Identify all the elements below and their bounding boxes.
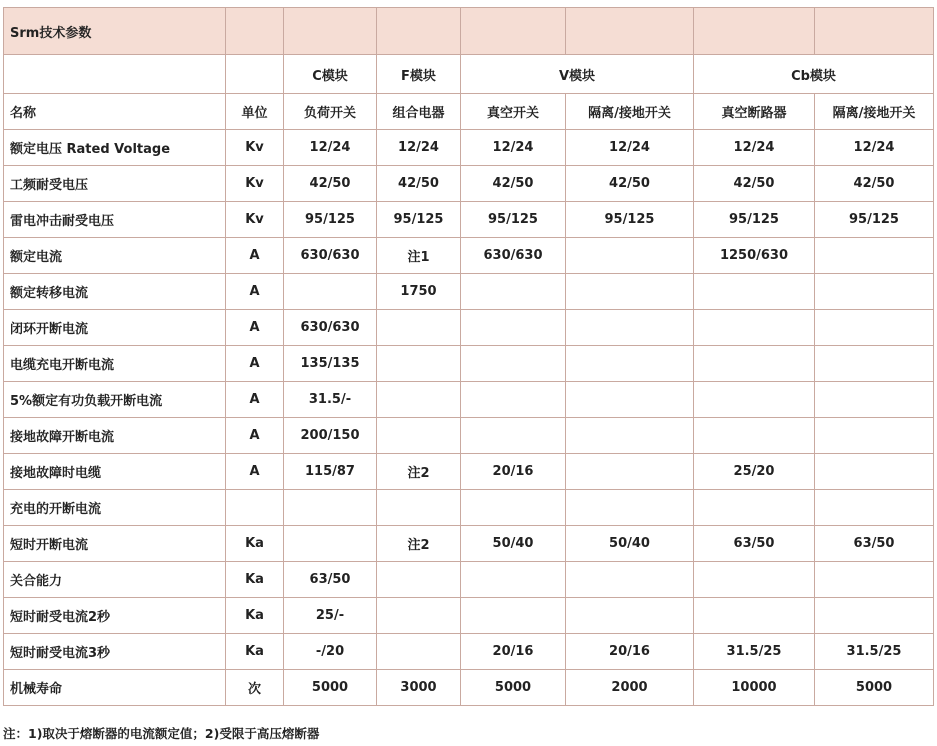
unit-cell: Ka <box>226 634 284 670</box>
value-cell: 42/50 <box>694 166 815 202</box>
unit-cell: Ka <box>226 562 284 598</box>
param-name-cell: 额定转移电流 <box>4 274 226 310</box>
value-cell <box>461 346 566 382</box>
value-cell: 63/50 <box>694 526 815 562</box>
param-name-cell: 接地故障开断电流 <box>4 418 226 454</box>
unit-cell: A <box>226 454 284 490</box>
header-unit: 单位 <box>226 94 284 130</box>
value-cell <box>461 310 566 346</box>
value-cell: 2000 <box>566 670 694 706</box>
spec-table-container <box>3 7 934 706</box>
value-cell: 95/125 <box>815 202 934 238</box>
value-cell <box>461 274 566 310</box>
value-cell: 42/50 <box>461 166 566 202</box>
unit-cell: A <box>226 310 284 346</box>
value-cell <box>566 382 694 418</box>
param-name-cell: 关合能力 <box>4 562 226 598</box>
table-row <box>4 166 934 202</box>
table-row <box>4 274 934 310</box>
table-row <box>4 562 934 598</box>
value-cell <box>815 346 934 382</box>
value-cell <box>694 346 815 382</box>
value-cell: 63/50 <box>815 526 934 562</box>
value-cell: 20/16 <box>461 454 566 490</box>
header-row <box>4 94 934 130</box>
unit-cell <box>226 490 284 526</box>
value-cell <box>694 382 815 418</box>
value-cell <box>815 490 934 526</box>
value-cell: 5000 <box>284 670 377 706</box>
param-name-cell: 接地故障时电缆 <box>4 454 226 490</box>
module-group-row <box>4 55 934 94</box>
value-cell <box>815 382 934 418</box>
value-cell: 12/24 <box>284 130 377 166</box>
value-cell <box>566 454 694 490</box>
param-name-cell: 工频耐受电压 <box>4 166 226 202</box>
value-cell: 630/630 <box>284 310 377 346</box>
unit-cell: A <box>226 274 284 310</box>
value-cell: 25/20 <box>694 454 815 490</box>
value-cell: 50/40 <box>461 526 566 562</box>
value-cell: 95/125 <box>694 202 815 238</box>
group-cb-module: Cb模块 <box>694 55 934 94</box>
value-cell <box>694 490 815 526</box>
value-cell: 3000 <box>377 670 461 706</box>
header-col: 隔离/接地开关 <box>815 94 934 130</box>
value-cell <box>377 346 461 382</box>
param-name-cell: 额定电流 <box>4 238 226 274</box>
value-cell <box>815 310 934 346</box>
title-row <box>4 8 934 55</box>
value-cell: 25/- <box>284 598 377 634</box>
param-name-cell: 短时耐受电流2秒 <box>4 598 226 634</box>
value-cell <box>566 598 694 634</box>
value-cell <box>377 418 461 454</box>
value-cell: 115/87 <box>284 454 377 490</box>
header-col: 真空断路器 <box>694 94 815 130</box>
value-cell <box>377 598 461 634</box>
value-cell: 95/125 <box>377 202 461 238</box>
value-cell: 630/630 <box>461 238 566 274</box>
value-cell: 1750 <box>377 274 461 310</box>
group-v-module: V模块 <box>461 55 694 94</box>
group-cell <box>226 55 284 94</box>
table-row <box>4 670 934 706</box>
value-cell <box>461 598 566 634</box>
value-cell <box>815 274 934 310</box>
value-cell: -/20 <box>284 634 377 670</box>
value-cell <box>377 634 461 670</box>
value-cell: 630/630 <box>284 238 377 274</box>
value-cell: 50/40 <box>566 526 694 562</box>
value-cell: 42/50 <box>815 166 934 202</box>
table-row <box>4 382 934 418</box>
value-cell <box>377 310 461 346</box>
group-cell <box>4 55 226 94</box>
header-col: 组合电器 <box>377 94 461 130</box>
unit-cell: Kv <box>226 130 284 166</box>
value-cell: 63/50 <box>284 562 377 598</box>
value-cell: 12/24 <box>377 130 461 166</box>
unit-cell: Ka <box>226 598 284 634</box>
value-cell <box>694 274 815 310</box>
value-cell: 95/125 <box>461 202 566 238</box>
value-cell <box>284 526 377 562</box>
value-cell: 注1 <box>377 238 461 274</box>
value-cell <box>815 562 934 598</box>
value-cell: 31.5/25 <box>815 634 934 670</box>
table-row <box>4 418 934 454</box>
table-row <box>4 202 934 238</box>
value-cell <box>377 382 461 418</box>
value-cell: 12/24 <box>694 130 815 166</box>
value-cell: 42/50 <box>377 166 461 202</box>
value-cell: 12/24 <box>461 130 566 166</box>
value-cell <box>284 274 377 310</box>
param-name-cell: 短时开断电流 <box>4 526 226 562</box>
footnote: 注：1)取决于熔断器的电流额定值；2)受限于高压熔断器 <box>3 726 320 741</box>
value-cell <box>815 454 934 490</box>
table-row <box>4 598 934 634</box>
value-cell: 20/16 <box>566 634 694 670</box>
value-cell: 5000 <box>461 670 566 706</box>
table-row <box>4 346 934 382</box>
value-cell <box>377 562 461 598</box>
param-name-cell: 雷电冲击耐受电压 <box>4 202 226 238</box>
value-cell <box>694 418 815 454</box>
value-cell: 95/125 <box>566 202 694 238</box>
header-col: 真空开关 <box>461 94 566 130</box>
table-row <box>4 454 934 490</box>
group-c-module: C模块 <box>284 55 377 94</box>
unit-cell: Kv <box>226 166 284 202</box>
value-cell <box>461 562 566 598</box>
value-cell <box>815 598 934 634</box>
title-cell <box>461 8 566 55</box>
header-name: 名称 <box>4 94 226 130</box>
value-cell <box>694 562 815 598</box>
table-row <box>4 634 934 670</box>
table-row <box>4 238 934 274</box>
value-cell <box>377 490 461 526</box>
value-cell: 20/16 <box>461 634 566 670</box>
value-cell <box>815 238 934 274</box>
value-cell <box>566 346 694 382</box>
title-cell <box>694 8 815 55</box>
title-cell <box>377 8 461 55</box>
header-col: 负荷开关 <box>284 94 377 130</box>
value-cell: 135/135 <box>284 346 377 382</box>
unit-cell: A <box>226 382 284 418</box>
value-cell <box>694 598 815 634</box>
unit-cell: Ka <box>226 526 284 562</box>
param-name-cell: 电缆充电开断电流 <box>4 346 226 382</box>
value-cell <box>566 490 694 526</box>
table-title: Srm技术参数 <box>4 8 226 55</box>
title-cell <box>566 8 694 55</box>
group-f-module: F模块 <box>377 55 461 94</box>
value-cell <box>566 418 694 454</box>
value-cell <box>566 562 694 598</box>
value-cell <box>461 418 566 454</box>
spec-table <box>3 7 934 706</box>
unit-cell: 次 <box>226 670 284 706</box>
value-cell: 12/24 <box>566 130 694 166</box>
value-cell <box>566 274 694 310</box>
table-row <box>4 130 934 166</box>
value-cell: 200/150 <box>284 418 377 454</box>
title-cell <box>284 8 377 55</box>
value-cell <box>694 310 815 346</box>
value-cell <box>284 490 377 526</box>
value-cell: 5000 <box>815 670 934 706</box>
header-col: 隔离/接地开关 <box>566 94 694 130</box>
value-cell: 注2 <box>377 454 461 490</box>
title-cell <box>815 8 934 55</box>
param-name-cell: 5%额定有功负载开断电流 <box>4 382 226 418</box>
table-row <box>4 490 934 526</box>
value-cell <box>815 418 934 454</box>
value-cell <box>566 310 694 346</box>
unit-cell: A <box>226 346 284 382</box>
unit-cell: A <box>226 418 284 454</box>
param-name-cell: 机械寿命 <box>4 670 226 706</box>
param-name-cell: 闭环开断电流 <box>4 310 226 346</box>
title-cell <box>226 8 284 55</box>
param-name-cell: 充电的开断电流 <box>4 490 226 526</box>
value-cell <box>461 490 566 526</box>
value-cell: 42/50 <box>284 166 377 202</box>
value-cell: 1250/630 <box>694 238 815 274</box>
value-cell: 12/24 <box>815 130 934 166</box>
value-cell: 10000 <box>694 670 815 706</box>
param-name-cell: 额定电压 Rated Voltage <box>4 130 226 166</box>
value-cell: 42/50 <box>566 166 694 202</box>
value-cell <box>566 238 694 274</box>
value-cell: 注2 <box>377 526 461 562</box>
value-cell <box>461 382 566 418</box>
value-cell: 95/125 <box>284 202 377 238</box>
unit-cell: A <box>226 238 284 274</box>
unit-cell: Kv <box>226 202 284 238</box>
table-row <box>4 526 934 562</box>
value-cell: 31.5/25 <box>694 634 815 670</box>
value-cell: 31.5/- <box>284 382 377 418</box>
table-row <box>4 310 934 346</box>
param-name-cell: 短时耐受电流3秒 <box>4 634 226 670</box>
